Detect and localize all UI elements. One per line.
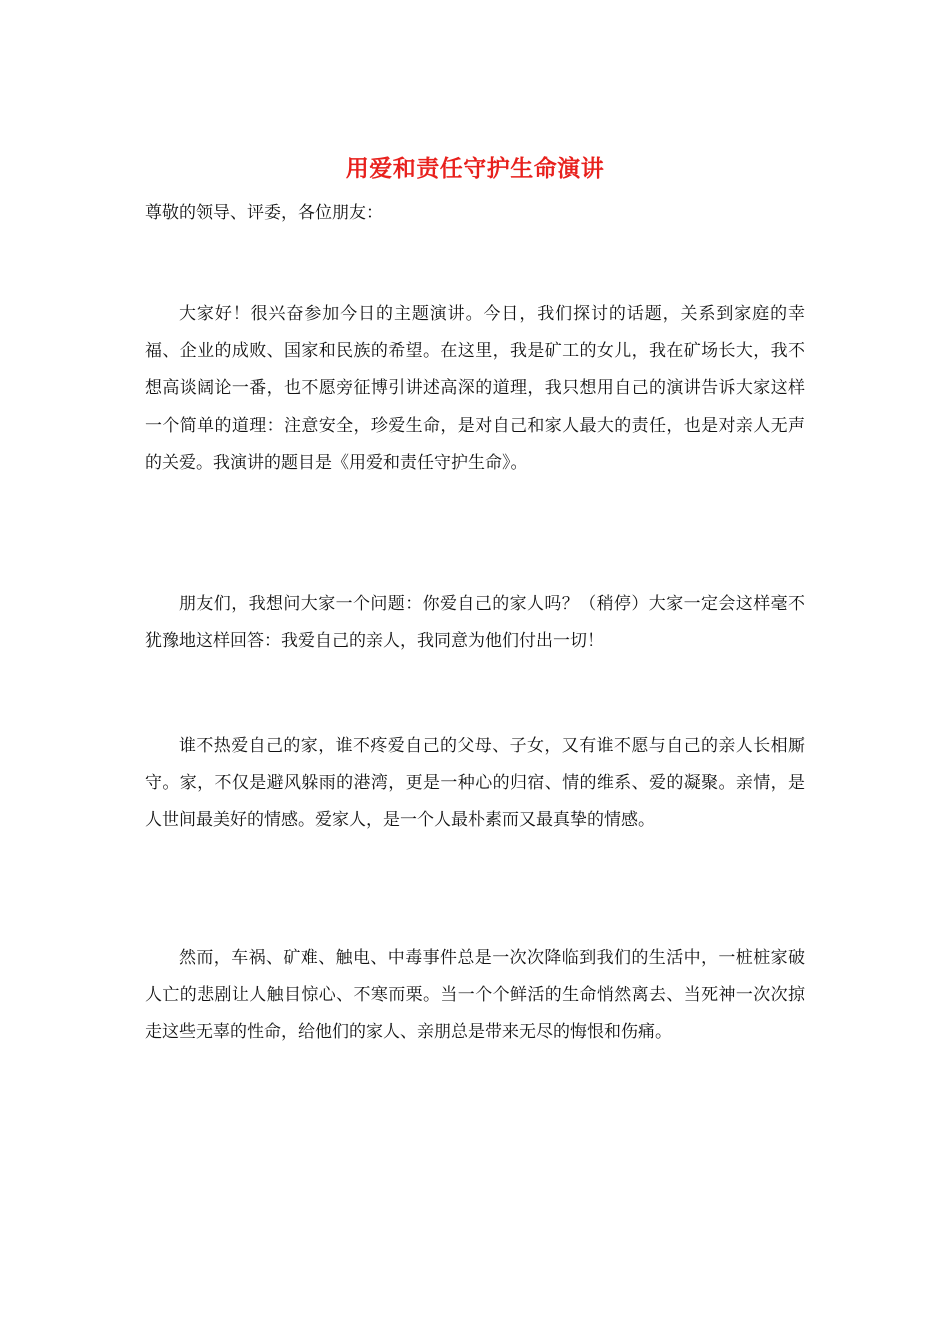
- paragraph-1: 大家好！很兴奋参加今日的主题演讲。今日，我们探讨的话题，关系到家庭的幸福、企业的成败、国家和民族的希望。在这里，我是矿工的女儿，我在矿场长大，我不想高谈阔论一番，也不愿旁征博引讲述高深的道理，我只想用自己的演讲告诉大家这样一个简单的道理：注意安全，珍爱生命，是对自己和家人最大的责任，也是对亲人无声的关爱。我演讲的题目是《用爱和责任守护生命》。: [145, 304, 805, 473]
- salutation: 尊敬的领导、评委，各位朋友：: [145, 203, 383, 223]
- paragraph-3: 谁不热爱自己的家，谁不疼爱自己的父母、子女，又有谁不愿与自己的亲人长相厮守。家，不仅是避风躲雨的港湾，更是一种心的归宿、情的维系、爱的凝聚。亲情，是人世间最美好的情感。爱家人，是一个人最朴素而又最真挚的情感。: [145, 736, 805, 831]
- document-title: 用爱和责任守护生命演讲: [345, 155, 605, 182]
- paragraph-2: 朋友们，我想问大家一个问题：你爱自己的家人吗？（稍停）大家一定会这样毫不犹豫地这样回答：我爱自己的亲人，我同意为他们付出一切！: [145, 594, 805, 652]
- paragraph-4: 然而，车祸、矿难、触电、中毒事件总是一次次降临到我们的生活中，一桩桩家破人亡的悲剧让人触目惊心、不寒而栗。当一个个鲜活的生命悄然离去、当死神一次次掠走这些无辜的性命，给他们的家人、亲朋总是带来无尽的悔恨和伤痛。: [145, 948, 805, 1043]
